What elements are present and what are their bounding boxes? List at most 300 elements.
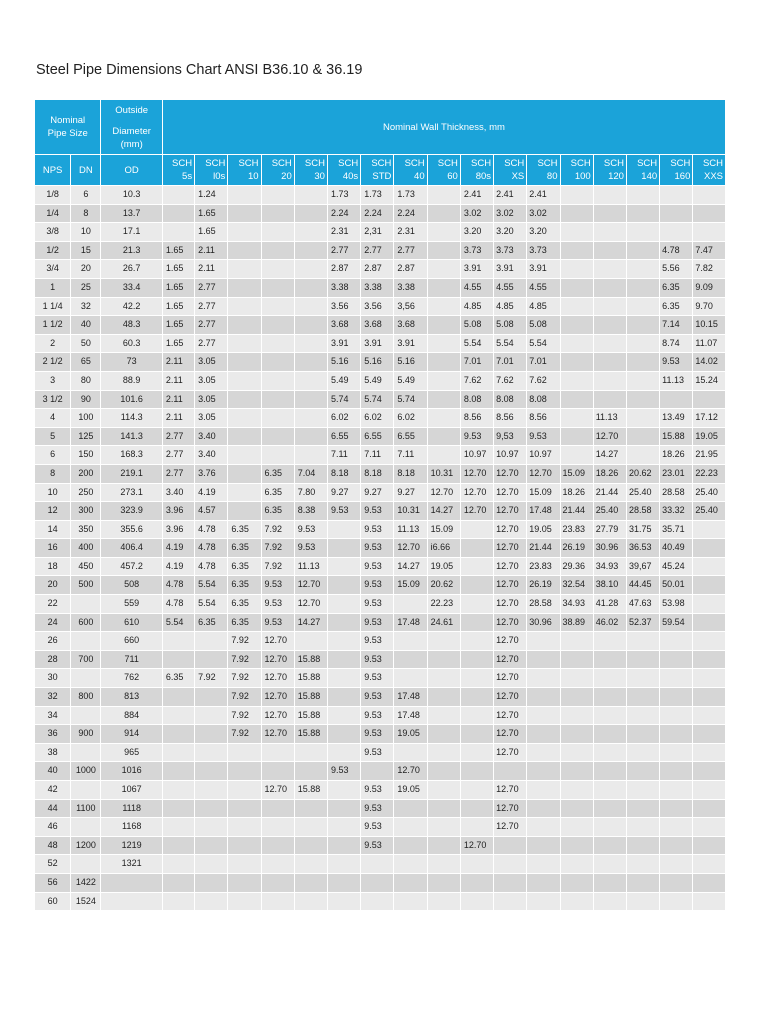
table-cell [162, 781, 194, 800]
table-cell [427, 892, 460, 911]
table-cell: 34.93 [560, 595, 593, 614]
table-cell: 2 [35, 334, 71, 353]
table-cell: 3.73 [527, 241, 560, 260]
table-cell: 2.41 [494, 186, 527, 205]
table-cell: 13.7 [101, 204, 162, 223]
table-cell: 5.49 [394, 371, 427, 390]
table-cell [228, 502, 261, 521]
table-cell [460, 725, 493, 744]
table-cell: 5.54 [195, 595, 228, 614]
table-cell: 9.53 [294, 520, 327, 539]
table-row [35, 502, 726, 521]
table-cell [494, 855, 527, 874]
table-cell [294, 353, 327, 372]
table-cell [626, 223, 659, 242]
table-cell: 9.53 [361, 576, 394, 595]
table-row [35, 241, 726, 260]
table-cell [294, 390, 327, 409]
table-cell: 18.26 [660, 446, 693, 465]
column-header [560, 155, 593, 186]
table-cell: 9.53 [361, 520, 394, 539]
table-cell: 2.11 [162, 409, 194, 428]
table-cell [394, 855, 427, 874]
table-cell: 12.70 [261, 725, 294, 744]
column-header [162, 155, 194, 186]
table-cell [626, 725, 659, 744]
table-cell: 6.35 [228, 557, 261, 576]
table-cell [660, 818, 693, 837]
table-cell: 800 [71, 688, 101, 707]
table-cell [560, 762, 593, 781]
table-cell: 56 [35, 873, 71, 892]
table-cell: 34 [35, 706, 71, 725]
table-cell [660, 706, 693, 725]
table-cell: 3.38 [327, 278, 360, 297]
table-cell [527, 725, 560, 744]
table-cell [427, 855, 460, 874]
table-cell: 1.65 [162, 278, 194, 297]
table-cell: 15.88 [294, 650, 327, 669]
table-cell [593, 781, 626, 800]
table-cell: 8.56 [460, 409, 493, 428]
table-cell [626, 334, 659, 353]
table-cell: 2.77 [195, 278, 228, 297]
table-cell [626, 446, 659, 465]
table-cell: 12.70 [261, 706, 294, 725]
table-cell: 3.38 [361, 278, 394, 297]
wall-thickness-label: Nominal Wall Thickness, mm [382, 121, 505, 133]
table-cell: 5 [35, 427, 71, 446]
column-header-schedule: 80 [546, 171, 558, 182]
column-header: DN [71, 155, 101, 186]
table-cell [327, 781, 360, 800]
table-cell [527, 688, 560, 707]
table-cell [195, 818, 228, 837]
table-cell: 5.54 [527, 334, 560, 353]
column-header-schedule: 40s [342, 171, 359, 182]
table-cell [626, 836, 659, 855]
table-cell [228, 390, 261, 409]
table-cell [427, 836, 460, 855]
column-header-prefix: SCH [637, 158, 658, 169]
table-cell [626, 409, 659, 428]
table-cell: 18.26 [593, 464, 626, 483]
table-cell: 12.70 [494, 743, 527, 762]
table-cell: 15 [71, 241, 101, 260]
table-cell [560, 446, 593, 465]
table-cell [460, 632, 493, 651]
table-cell: 1 1/4 [35, 297, 71, 316]
table-cell [228, 781, 261, 800]
table-cell: 914 [101, 725, 162, 744]
table-cell: 15.09 [527, 483, 560, 502]
table-cell [693, 873, 726, 892]
table-cell: 6 [35, 446, 71, 465]
table-cell [693, 706, 726, 725]
table-cell [593, 892, 626, 911]
table-cell [626, 316, 659, 335]
table-cell [560, 781, 593, 800]
table-cell [361, 762, 394, 781]
table-cell: 1.65 [195, 204, 228, 223]
table-row [35, 781, 726, 800]
table-cell: 12.70 [427, 483, 460, 502]
table-cell [460, 743, 493, 762]
table-cell: 1.73 [394, 186, 427, 205]
column-header [195, 155, 228, 186]
table-cell [693, 855, 726, 874]
table-cell [560, 855, 593, 874]
table-cell: 6.35 [660, 297, 693, 316]
table-cell [660, 223, 693, 242]
table-cell: 660 [101, 632, 162, 651]
table-cell [294, 892, 327, 911]
table-cell: 23.83 [560, 520, 593, 539]
table-cell [261, 873, 294, 892]
table-row [35, 464, 726, 483]
table-cell: 7.92 [228, 688, 261, 707]
table-cell: 73 [101, 353, 162, 372]
table-cell [460, 706, 493, 725]
table-cell: 965 [101, 743, 162, 762]
table-cell: 5.74 [361, 390, 394, 409]
table-cell: 4.78 [162, 595, 194, 614]
table-cell [261, 316, 294, 335]
table-cell [560, 818, 593, 837]
table-cell: 9.53 [361, 650, 394, 669]
table-cell: 5.49 [361, 371, 394, 390]
table-cell [626, 818, 659, 837]
column-header-prefix: SCH [238, 158, 259, 169]
table-cell: 17.48 [394, 706, 427, 725]
table-cell: 18 [35, 557, 71, 576]
table-cell [71, 818, 101, 837]
table-cell [593, 334, 626, 353]
table-cell [327, 688, 360, 707]
table-cell: 3.20 [460, 223, 493, 242]
table-cell [693, 669, 726, 688]
column-header-schedule: 20 [281, 171, 292, 182]
table-cell [228, 409, 261, 428]
table-cell: 1.73 [327, 186, 360, 205]
table-cell [660, 836, 693, 855]
table-cell [361, 892, 394, 911]
table-cell: 9.53 [361, 688, 394, 707]
table-cell [427, 762, 460, 781]
table-cell [261, 278, 294, 297]
table-cell [593, 873, 626, 892]
column-header-prefix: SCH [205, 158, 226, 169]
table-cell: 7.62 [460, 371, 493, 390]
table-cell [693, 743, 726, 762]
table-cell: 5.56 [660, 260, 693, 279]
table-row [35, 539, 726, 558]
table-row [35, 855, 726, 874]
table-cell [560, 409, 593, 428]
table-row [35, 743, 726, 762]
table-cell: 12.70 [494, 632, 527, 651]
table-cell: 9.53 [361, 836, 394, 855]
table-cell: 44 [35, 799, 71, 818]
table-cell: 10.31 [394, 502, 427, 521]
table-cell: 9.53 [361, 539, 394, 558]
column-header [527, 155, 560, 186]
table-cell [660, 204, 693, 223]
table-cell: 7.62 [494, 371, 527, 390]
table-cell [460, 855, 493, 874]
table-cell [560, 297, 593, 316]
pipe-dimensions-table [34, 99, 726, 911]
table-row [35, 427, 726, 446]
table-cell: 32 [71, 297, 101, 316]
table-cell [394, 799, 427, 818]
table-cell [626, 669, 659, 688]
table-cell [162, 762, 194, 781]
table-cell: 1422 [71, 873, 101, 892]
table-cell [71, 743, 101, 762]
table-cell: 3.91 [361, 334, 394, 353]
table-cell: 32.54 [560, 576, 593, 595]
table-row [35, 836, 726, 855]
table-cell [294, 799, 327, 818]
table-cell: 200 [71, 464, 101, 483]
outside-diameter-label-top: Outside [115, 104, 149, 116]
table-cell [228, 855, 261, 874]
column-header-schedule: 80s [475, 171, 492, 182]
table-cell: 21.44 [593, 483, 626, 502]
table-cell: 17.48 [527, 502, 560, 521]
table-cell: 30.96 [527, 613, 560, 632]
table-cell [162, 855, 194, 874]
table-cell [460, 669, 493, 688]
table-cell [162, 892, 194, 911]
table-cell: 30 [35, 669, 71, 688]
table-cell: 3.05 [195, 390, 228, 409]
table-cell: 29.36 [560, 557, 593, 576]
table-cell [626, 855, 659, 874]
table-cell: 65 [71, 353, 101, 372]
table-cell: 813 [101, 688, 162, 707]
table-cell: 2.41 [460, 186, 493, 205]
table-cell [361, 855, 394, 874]
table-cell [162, 204, 194, 223]
table-cell: 31.75 [626, 520, 659, 539]
table-cell [693, 836, 726, 855]
table-cell [626, 241, 659, 260]
column-header [626, 155, 659, 186]
table-cell [228, 818, 261, 837]
table-cell: 22.23 [693, 464, 726, 483]
table-cell: 9.09 [693, 278, 726, 297]
table-cell: 12.70 [494, 706, 527, 725]
table-cell: 1100 [71, 799, 101, 818]
table-cell [427, 316, 460, 335]
table-cell [527, 706, 560, 725]
table-cell [527, 818, 560, 837]
table-cell [327, 706, 360, 725]
table-cell [626, 390, 659, 409]
table-cell [427, 446, 460, 465]
table-cell: 7.11 [394, 446, 427, 465]
table-cell: 7.04 [294, 464, 327, 483]
table-cell: 9.53 [261, 576, 294, 595]
table-cell [626, 799, 659, 818]
table-cell [460, 873, 493, 892]
table-cell [294, 836, 327, 855]
table-cell [460, 781, 493, 800]
table-cell [560, 186, 593, 205]
column-header-prefix: SCH [172, 158, 193, 169]
table-cell [560, 278, 593, 297]
table-cell: 168.3 [101, 446, 162, 465]
table-row [35, 873, 726, 892]
table-cell [327, 613, 360, 632]
table-cell: 52 [35, 855, 71, 874]
table-cell [162, 186, 194, 205]
table-cell: 9.27 [327, 483, 360, 502]
table-cell: 3.05 [195, 409, 228, 428]
table-cell: 5.16 [327, 353, 360, 372]
table-cell [593, 855, 626, 874]
table-cell: 42 [35, 781, 71, 800]
table-cell [660, 650, 693, 669]
table-cell: 19.05 [427, 557, 460, 576]
table-cell [427, 743, 460, 762]
table-cell [294, 743, 327, 762]
table-cell: 9.53 [460, 427, 493, 446]
table-cell: 26 [35, 632, 71, 651]
table-cell [427, 632, 460, 651]
table-cell: 12.70 [294, 595, 327, 614]
table-cell: 559 [101, 595, 162, 614]
table-cell [327, 743, 360, 762]
table-cell [460, 650, 493, 669]
table-cell: 9.53 [361, 799, 394, 818]
table-cell [294, 223, 327, 242]
table-cell: 50 [71, 334, 101, 353]
table-cell [427, 297, 460, 316]
table-row [35, 390, 726, 409]
table-cell: 3.40 [195, 427, 228, 446]
table-cell [427, 186, 460, 205]
table-cell: 30.96 [593, 539, 626, 558]
table-cell [294, 632, 327, 651]
table-cell: 7.11 [327, 446, 360, 465]
table-cell [494, 762, 527, 781]
table-cell: 4.85 [527, 297, 560, 316]
table-cell: 3,56 [394, 297, 427, 316]
table-cell [626, 706, 659, 725]
table-cell: 1000 [71, 762, 101, 781]
table-cell: 42.2 [101, 297, 162, 316]
table-cell [327, 855, 360, 874]
table-cell: 4.78 [162, 576, 194, 595]
table-cell: 46 [35, 818, 71, 837]
table-row [35, 892, 726, 911]
table-cell: 38.10 [593, 576, 626, 595]
table-row [35, 316, 726, 335]
column-header-prefix: SCH [371, 158, 392, 169]
table-row [35, 520, 726, 539]
table-cell: 2.24 [394, 204, 427, 223]
table-cell: 3.96 [162, 520, 194, 539]
table-cell [593, 297, 626, 316]
table-cell: 15.88 [294, 669, 327, 688]
table-cell [195, 743, 228, 762]
table-cell: 1.24 [195, 186, 228, 205]
table-cell [162, 706, 194, 725]
table-cell [560, 725, 593, 744]
table-cell: 5.54 [162, 613, 194, 632]
table-cell [361, 873, 394, 892]
table-cell [693, 520, 726, 539]
column-header-schedule: 120 [608, 171, 624, 182]
table-cell [460, 799, 493, 818]
table-cell: 5.54 [460, 334, 493, 353]
column-header [427, 155, 460, 186]
table-cell [660, 762, 693, 781]
table-cell [228, 353, 261, 372]
table-cell [261, 892, 294, 911]
table-cell: 9.27 [361, 483, 394, 502]
table-cell: 8.74 [660, 334, 693, 353]
table-cell: 47.63 [626, 595, 659, 614]
outside-diameter-header [101, 100, 162, 155]
table-cell [327, 836, 360, 855]
column-header: OD [101, 155, 162, 186]
table-cell [560, 223, 593, 242]
page-title: Steel Pipe Dimensions Chart ANSI B36.10 & 36.19 [36, 62, 363, 78]
table-cell [327, 669, 360, 688]
table-cell [460, 688, 493, 707]
column-header-prefix: SCH [271, 158, 292, 169]
table-cell: 28.58 [660, 483, 693, 502]
table-cell: 884 [101, 706, 162, 725]
table-cell: 1.65 [162, 260, 194, 279]
nominal-pipe-size-header [35, 100, 101, 155]
table-cell: 12.70 [261, 781, 294, 800]
table-cell [261, 762, 294, 781]
table-cell [228, 334, 261, 353]
table-cell: 9.70 [693, 297, 726, 316]
table-cell: 12.70 [593, 427, 626, 446]
table-cell [228, 762, 261, 781]
table-cell: 60 [35, 892, 71, 911]
table-cell: 10.31 [427, 464, 460, 483]
table-cell: 610 [101, 613, 162, 632]
column-header-prefix: SCH [304, 158, 325, 169]
table-cell: 5.08 [460, 316, 493, 335]
table-cell [261, 409, 294, 428]
table-cell: 10.97 [494, 446, 527, 465]
table-cell: 3.56 [361, 297, 394, 316]
table-cell [593, 818, 626, 837]
table-cell: 34.93 [593, 557, 626, 576]
table-cell [101, 873, 162, 892]
table-cell [626, 427, 659, 446]
table-cell: 12 [35, 502, 71, 521]
table-row [35, 669, 726, 688]
table-cell: 5.08 [527, 316, 560, 335]
table-cell [660, 632, 693, 651]
table-cell: 9.53 [361, 669, 394, 688]
table-cell [593, 743, 626, 762]
table-cell [626, 892, 659, 911]
table-cell: 38.89 [560, 613, 593, 632]
table-cell: 12.70 [494, 781, 527, 800]
table-cell: 8 [71, 204, 101, 223]
table-cell [593, 241, 626, 260]
